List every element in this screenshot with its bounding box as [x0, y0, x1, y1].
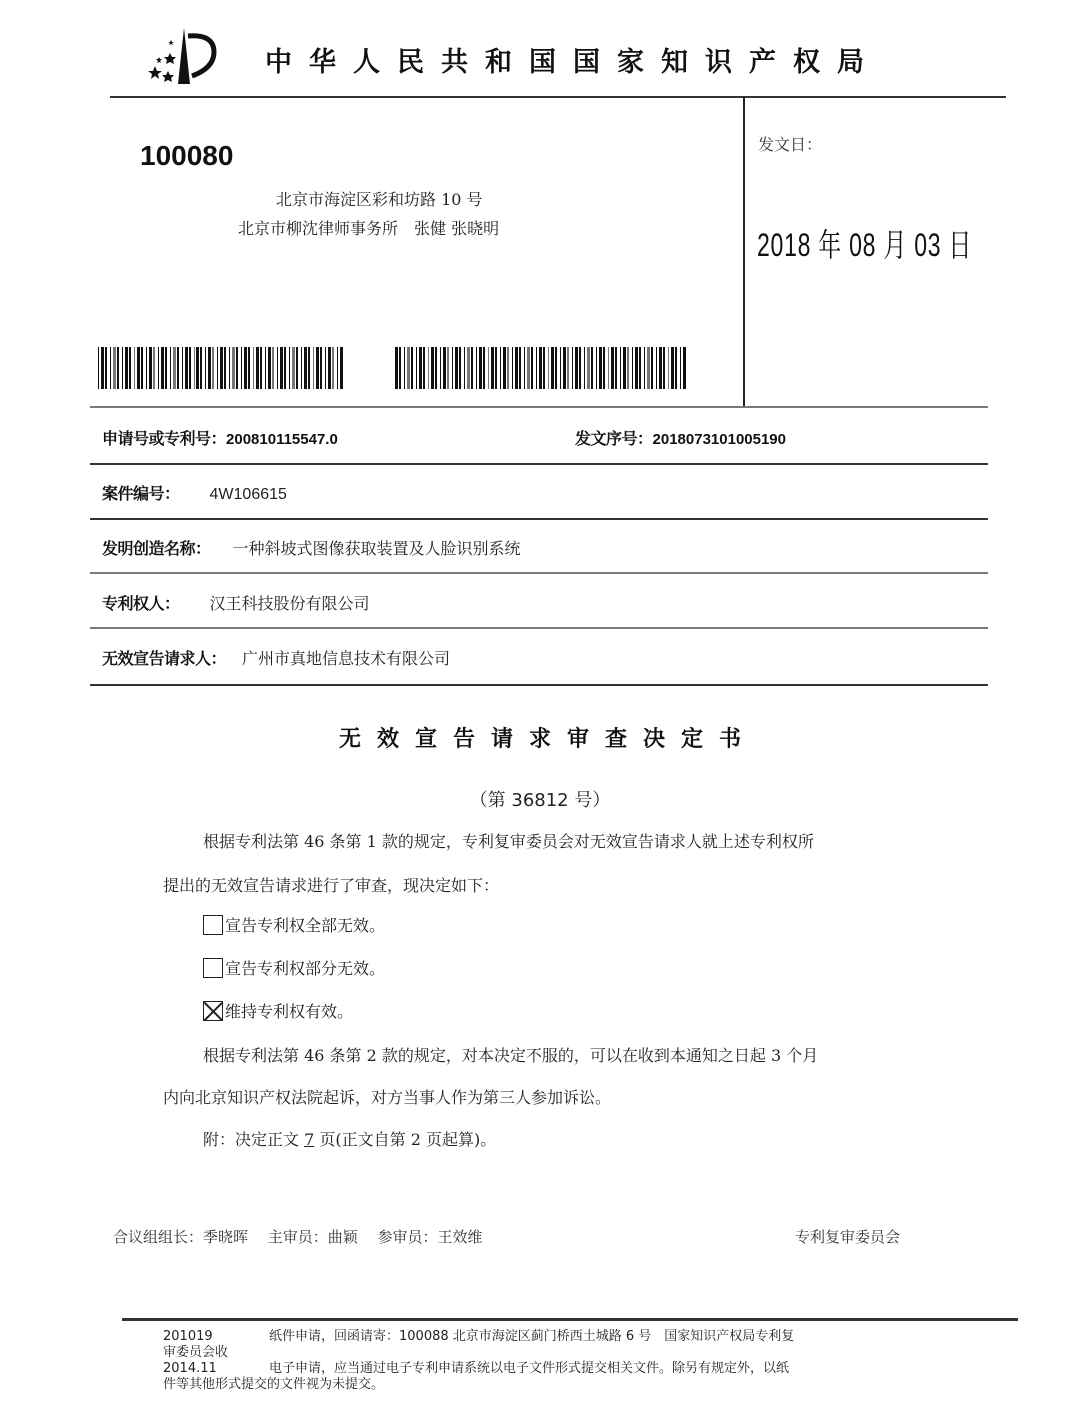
option-invalidate-all: [203, 913, 385, 936]
recipient-firm: 北京市柳沈律师事务所 张健 张晓明: [238, 219, 500, 238]
agency-title: 中华人民共和国国家知识产权局: [265, 47, 881, 78]
footer-divider: [122, 1318, 1018, 1321]
cnipa-logo-icon: [142, 24, 226, 86]
case-number-value: 4W106615: [209, 486, 287, 503]
issue-date-label: 发文日：: [758, 135, 823, 154]
checkbox-unchecked-icon: [203, 958, 223, 978]
patentee-row: [102, 591, 370, 614]
footer-code: 2014.11: [163, 1361, 217, 1376]
application-number-row: [102, 426, 338, 449]
attachment-page-count: 7: [304, 1130, 315, 1149]
case-number-label: 案件编号：: [102, 484, 180, 503]
application-number-label: 申请号或专利号：: [102, 429, 227, 448]
issue-date: 2018 年 08 月 03 日: [757, 227, 973, 263]
row-divider: [90, 406, 988, 408]
decision-paragraph-1-line-2: 提出的无效宣告请求进行了审查，现决定如下：: [163, 876, 500, 895]
footer-code: 201019: [163, 1329, 213, 1344]
committee-name: 专利复审委员会: [795, 1228, 901, 1246]
decision-title: 无效宣告请求审查决定书: [338, 727, 757, 752]
serial-number-row: [575, 426, 786, 449]
option-maintain-valid: [203, 999, 353, 1022]
case-number-row: [102, 481, 287, 504]
row-divider: [90, 684, 988, 686]
invention-name-value: 一种斜坡式图像获取装置及人脸识别系统: [232, 539, 521, 558]
decision-number: （第 36812 号）: [469, 790, 611, 811]
option-label: 宣告专利权全部无效。: [225, 916, 386, 935]
checkbox-unchecked-icon: [203, 915, 223, 935]
requester-value: 广州市真地信息技术有限公司: [242, 649, 451, 668]
invention-name-row: [102, 536, 521, 559]
row-divider: [90, 572, 988, 574]
patentee-value: 汉王科技股份有限公司: [209, 594, 370, 613]
patentee-label: 专利权人：: [102, 594, 180, 613]
row-divider: [90, 518, 988, 520]
checkbox-checked-icon: [203, 1001, 223, 1021]
requester-row: [102, 646, 450, 669]
serial-number-label: 发文序号：: [575, 429, 653, 448]
row-divider: [90, 463, 988, 465]
option-label: 宣告专利权部分无效。: [225, 959, 386, 978]
barcode-left: [98, 347, 344, 389]
panel-members: 合议组组长：季晓晖 主审员：曲颖 参审员：王效维: [113, 1228, 483, 1246]
decision-paragraph-2-line-1: 根据专利法第 46 条第 2 款的规定，对本决定不服的，可以在收到本通知之日起 3 个月: [203, 1046, 819, 1065]
option-invalidate-partial: [203, 956, 385, 979]
decision-paragraph-1-line-1: 根据专利法第 46 条第 1 款的规定，专利复审委员会对无效宣告请求人就上述专利权所: [203, 832, 814, 851]
attachment-note: 附：决定正文 7 页(正文自第 2 页起算)。: [203, 1130, 497, 1149]
option-label: 维持专利权有效。: [225, 1002, 354, 1021]
application-number-value: 200810115547.0: [226, 431, 338, 448]
recipient-address: 北京市海淀区彩和坊路 10 号: [276, 190, 483, 209]
barcode-right: [395, 347, 687, 389]
header-divider: [110, 96, 1006, 98]
postcode: 100080: [140, 140, 234, 171]
serial-number-value: 2018073101005190: [652, 431, 786, 448]
footer-notes: 201019 纸件申请，回函请寄：100088 北京市海淀区蓟门桥西土城路 6 号 国家知识产权局专利复 审委员会收 2014.11 电子申请，应当通过电子专利申请系统以电子文件形式提交相关文件。除另有规定外，以纸 件等其他形式提交的文件视为未提交。: [163, 1329, 795, 1392]
address-date-divider: [743, 97, 745, 407]
requester-label: 无效宣告请求人：: [102, 649, 227, 668]
decision-paragraph-2-line-2: 内向北京知识产权法院起诉，对方当事人作为第三人参加诉讼。: [163, 1088, 612, 1107]
invention-name-label: 发明创造名称：: [102, 539, 211, 558]
row-divider: [90, 627, 988, 629]
